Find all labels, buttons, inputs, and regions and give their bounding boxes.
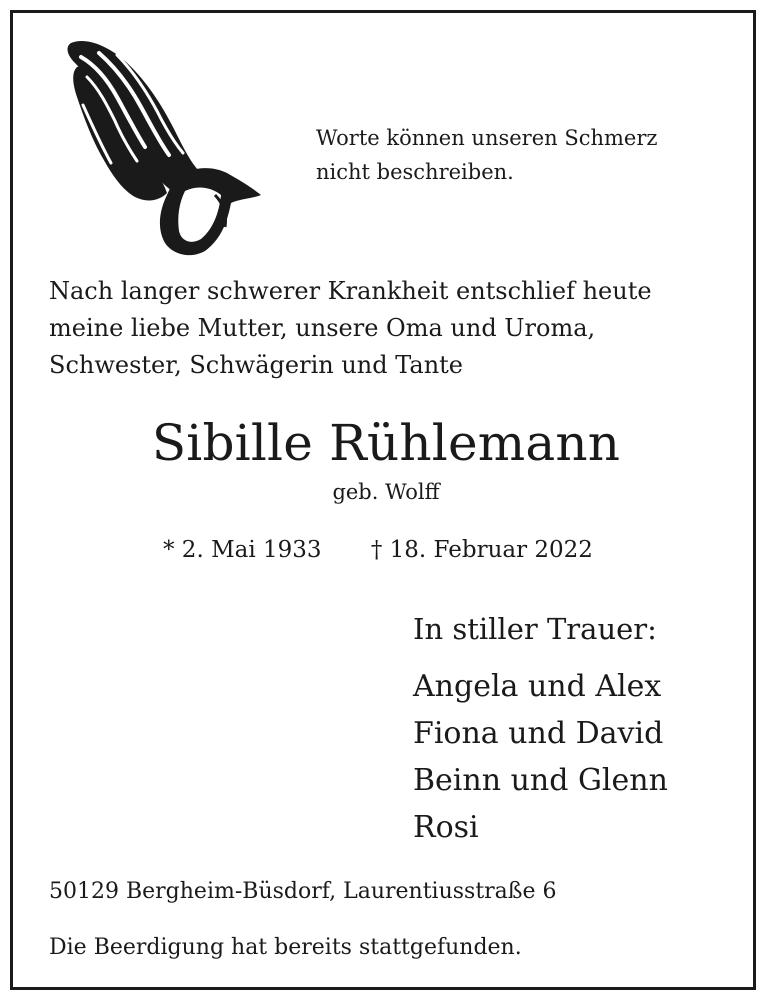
- mourners-title: In stiller Trauer:: [413, 612, 657, 646]
- quote-line: nicht beschreiben.: [316, 160, 514, 184]
- intro-line: Schwester, Schwägerin und Tante: [49, 351, 463, 379]
- birth-name: geb. Wolff: [332, 480, 440, 504]
- intro-line: meine liebe Mutter, unsere Oma und Uroma,: [49, 314, 596, 342]
- praying-hands-icon: [55, 27, 265, 267]
- mourner-name: Angela und Alex: [413, 669, 662, 704]
- obituary-frame: [10, 10, 756, 990]
- mourner-name: Fiona und David: [413, 716, 664, 751]
- intro-text: [49, 273, 652, 384]
- mourner-name: Rosi: [413, 810, 479, 845]
- quote-line: Worte können unseren Schmerz: [316, 126, 658, 150]
- address: 50129 Bergheim-Büsdorf, Laurentiusstraße 6: [49, 879, 557, 904]
- birth-date: * 2. Mai 1933: [163, 537, 322, 563]
- death-date: † 18. Februar 2022: [370, 537, 593, 563]
- deceased-name: Sibille Rühlemann: [151, 414, 621, 472]
- burial-note: Die Beerdigung hat bereits stattgefunden.: [49, 935, 522, 960]
- mourners-list: [413, 663, 668, 851]
- intro-line: Nach langer schwerer Krankheit entschlief heute: [49, 277, 652, 305]
- mourner-name: Beinn und Glenn: [413, 763, 668, 798]
- life-dates: [163, 533, 593, 567]
- quote: [316, 121, 657, 189]
